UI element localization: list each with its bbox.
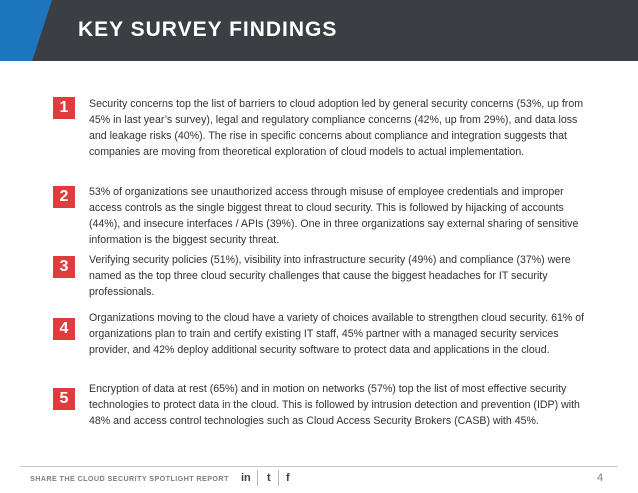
page-number: 4 [597,472,604,484]
footer-divider [20,466,618,467]
finding-number-badge: 4 [53,318,75,340]
finding-text: Verifying security policies (51%), visibility into infrastructure security (49%) and compliance (37%) were named as the top three cloud security challenges that cause the biggest headaches for IT security professionals. [89,254,571,298]
finding-text: Security concerns top the list of barriers to cloud adoption led by general security concerns (53%, up from 45% in last year’s survey), legal and regulatory compliance concerns (42%, up from 29%), and data loss and leakage risks (40%). The rise in specific concerns about compliance and integration suggests that companies are moving from theoretical exploration of cloud models to actual implementation. [89,98,584,158]
finding-number-badge: 3 [53,256,75,278]
finding-text: Organizations moving to the cloud have a variety of choices available to strengthen cloud security. 61% of organizations plan to train and certify existing IT staff, 45% partner with a managed security services provider, and 42% deploy additional security software to protect data and applications in the cloud. [89,312,585,356]
finding-number-badge: 1 [53,97,75,119]
social-divider [278,470,279,486]
social-divider [257,470,258,486]
twitter-icon[interactable]: t [267,472,271,484]
finding-text: 53% of organizations see unauthorized access through misuse of employee credentials and improper access controls as the single biggest threat to cloud security. This is followed by hijacking of accounts (44%), and insecure interfaces / APIs (39%). One in three organizations say external sharing of sensitive information is the biggest security threat. [89,186,579,246]
finding-text: Encryption of data at rest (65%) and in motion on networks (57%) top the list of most effective security technologies to protect data in the cloud. This is followed by intrusion detection and prevention (IDP) with 48% and access control technologies such as Cloud Access Security Brokers (CASB) with 45%. [89,383,580,427]
facebook-icon[interactable]: f [286,472,290,484]
finding-number-badge: 2 [53,186,75,208]
share-label: SHARE THE CLOUD SECURITY SPOTLIGHT REPORT [30,474,229,483]
finding-number-badge: 5 [53,388,75,410]
page-title: KEY SURVEY FINDINGS [78,18,338,41]
linkedin-icon[interactable]: in [241,472,251,484]
